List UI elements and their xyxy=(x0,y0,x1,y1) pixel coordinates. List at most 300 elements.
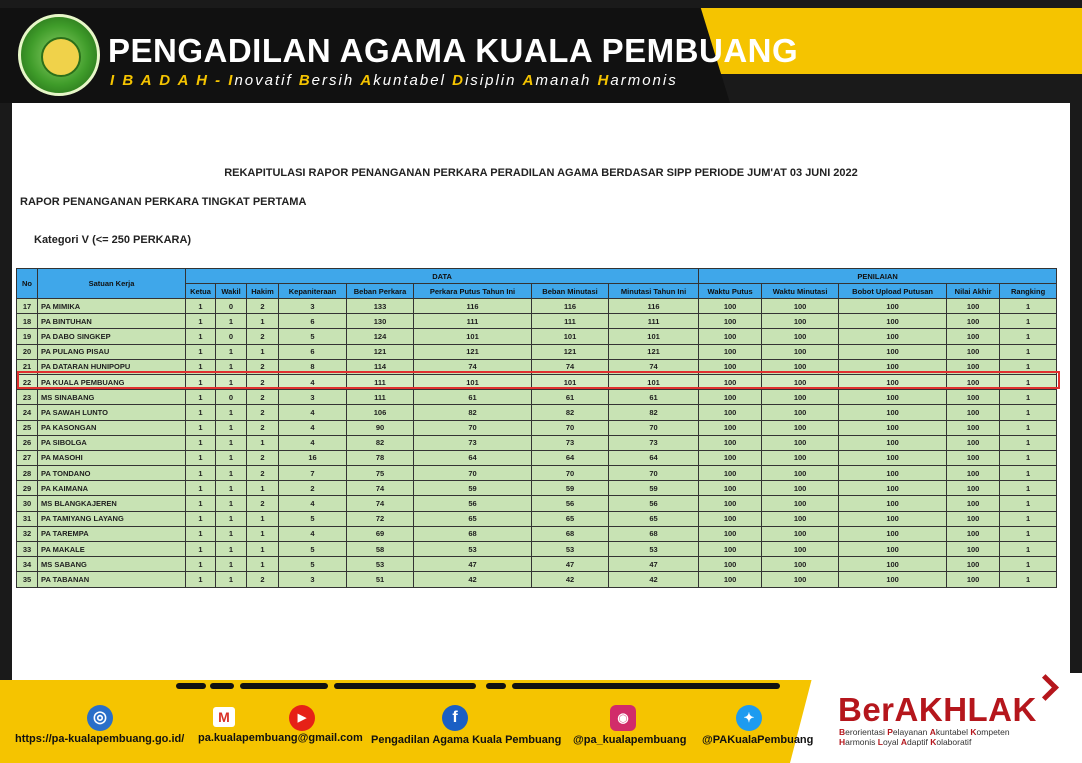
word-initial: H xyxy=(839,737,846,747)
table-cell: 33 xyxy=(17,542,38,557)
word-initial: A xyxy=(929,727,936,737)
table-cell: 74 xyxy=(414,359,532,374)
table-cell: 53 xyxy=(609,542,699,557)
table-cell: 100 xyxy=(762,511,839,526)
table-cell: 100 xyxy=(699,329,762,344)
table-cell: 1 xyxy=(1000,390,1057,405)
table-cell: 100 xyxy=(762,572,839,587)
report-category: Kategori V (<= 250 PERKARA) xyxy=(34,234,192,246)
table-cell: 2 xyxy=(247,405,279,420)
table-cell: 70 xyxy=(609,420,699,435)
table-cell: 8 xyxy=(279,359,347,374)
satuan-kerja-cell: MS BLANGKAJEREN xyxy=(38,496,186,511)
col-header: Wakil xyxy=(216,284,247,299)
table-cell: 1 xyxy=(1000,359,1057,374)
rapor-table xyxy=(16,268,1057,588)
table-cell: 1 xyxy=(247,542,279,557)
table-cell: 100 xyxy=(839,572,947,587)
table-cell: 1 xyxy=(186,572,216,587)
table-cell: 70 xyxy=(532,466,609,481)
table-cell: 100 xyxy=(699,526,762,541)
table-cell: 100 xyxy=(762,359,839,374)
table-cell: 70 xyxy=(609,466,699,481)
table-row xyxy=(17,450,1057,465)
table-cell: 100 xyxy=(699,557,762,572)
satuan-kerja-cell: PA KAIMANA xyxy=(38,481,186,496)
table-cell: 32 xyxy=(17,526,38,541)
table-row xyxy=(17,314,1057,329)
table-cell: 4 xyxy=(279,526,347,541)
table-cell: 100 xyxy=(699,481,762,496)
table-cell: 1 xyxy=(1000,557,1057,572)
table-cell: 0 xyxy=(216,329,247,344)
table-cell: 18 xyxy=(17,314,38,329)
table-cell: 1 xyxy=(247,511,279,526)
table-cell: 121 xyxy=(532,344,609,359)
table-cell: 25 xyxy=(17,420,38,435)
table-cell: 2 xyxy=(279,481,347,496)
table-cell: 100 xyxy=(839,420,947,435)
table-cell: 100 xyxy=(839,374,947,389)
table-cell: 1 xyxy=(1000,450,1057,465)
table-cell: 100 xyxy=(699,359,762,374)
table-cell: 1 xyxy=(216,405,247,420)
table-cell: 100 xyxy=(699,466,762,481)
col-header: Minutasi Tahun Ini xyxy=(609,284,699,299)
table-cell: 1 xyxy=(216,572,247,587)
table-cell: 5 xyxy=(279,511,347,526)
table-cell: 61 xyxy=(532,390,609,405)
word-initial: K xyxy=(970,727,977,737)
table-row xyxy=(17,481,1057,496)
table-cell: 100 xyxy=(699,435,762,450)
word-rest: olaboratif xyxy=(936,737,972,747)
table-cell: 111 xyxy=(532,314,609,329)
table-cell: 64 xyxy=(414,450,532,465)
table-cell: 100 xyxy=(762,314,839,329)
word-rest: erorientasi xyxy=(845,727,888,737)
table-cell: 65 xyxy=(414,511,532,526)
table-cell: 100 xyxy=(839,344,947,359)
table-cell: 100 xyxy=(699,344,762,359)
table-cell: 1 xyxy=(186,405,216,420)
table-cell: 26 xyxy=(17,435,38,450)
col-header: Waktu Minutasi xyxy=(762,284,839,299)
facebook-icon: f xyxy=(442,705,468,731)
word-rest: oyal xyxy=(882,737,901,747)
table-cell: 2 xyxy=(247,359,279,374)
table-cell: 100 xyxy=(947,572,1000,587)
table-cell: 100 xyxy=(947,344,1000,359)
youtube-icon: ▶ xyxy=(289,705,315,731)
table-cell: 1 xyxy=(1000,405,1057,420)
table-cell: 4 xyxy=(279,496,347,511)
table-cell: 3 xyxy=(279,299,347,314)
gmail-icon: M xyxy=(213,707,235,727)
table-cell: 1 xyxy=(186,390,216,405)
table-row xyxy=(17,299,1057,314)
table-cell: 28 xyxy=(17,466,38,481)
table-cell: 100 xyxy=(762,450,839,465)
table-cell: 1 xyxy=(1000,420,1057,435)
berakhlak-values-line-1 xyxy=(839,727,1010,737)
table-cell: 1 xyxy=(186,374,216,389)
table-cell: 1 xyxy=(186,359,216,374)
report-paper xyxy=(12,103,1070,680)
table-cell: 0 xyxy=(216,390,247,405)
table-cell: 1 xyxy=(247,314,279,329)
col-group-data: DATA xyxy=(186,269,699,284)
table-cell: 1 xyxy=(216,481,247,496)
table-cell: 100 xyxy=(762,435,839,450)
footer-website-link[interactable]: https://pa-kualapembuang.go.id/ xyxy=(15,733,185,745)
table-cell: 4 xyxy=(279,405,347,420)
table-cell: 1 xyxy=(186,329,216,344)
table-cell: 2 xyxy=(247,329,279,344)
table-cell: 1 xyxy=(186,314,216,329)
tagline xyxy=(110,72,678,89)
table-cell: 1 xyxy=(216,359,247,374)
table-cell: 121 xyxy=(609,344,699,359)
table-cell: 2 xyxy=(247,572,279,587)
table-cell: 100 xyxy=(762,557,839,572)
table-cell: 100 xyxy=(947,481,1000,496)
table-row xyxy=(17,374,1057,389)
table-cell: 2 xyxy=(247,299,279,314)
table-cell: 59 xyxy=(609,481,699,496)
table-cell: 56 xyxy=(532,496,609,511)
table-cell: 100 xyxy=(839,359,947,374)
word-rest: kuntabel xyxy=(373,72,453,89)
table-cell: 100 xyxy=(839,299,947,314)
table-cell: 64 xyxy=(532,450,609,465)
table-cell: 1 xyxy=(186,557,216,572)
table-cell: 100 xyxy=(839,405,947,420)
table-cell: 5 xyxy=(279,557,347,572)
table-cell: 100 xyxy=(947,526,1000,541)
word-rest: armonis xyxy=(610,72,678,89)
table-cell: 101 xyxy=(414,329,532,344)
col-header: Kepaniteraan xyxy=(279,284,347,299)
table-cell: 101 xyxy=(532,329,609,344)
table-cell: 1 xyxy=(186,344,216,359)
satuan-kerja-cell: PA MAKALE xyxy=(38,542,186,557)
table-row xyxy=(17,557,1057,572)
table-cell: 1 xyxy=(1000,299,1057,314)
table-cell: 53 xyxy=(347,557,414,572)
footer-dash xyxy=(240,683,328,689)
table-cell: 101 xyxy=(609,329,699,344)
table-cell: 124 xyxy=(347,329,414,344)
table-cell: 1 xyxy=(186,299,216,314)
table-cell: 78 xyxy=(347,450,414,465)
table-cell: 100 xyxy=(699,420,762,435)
table-cell: 116 xyxy=(609,299,699,314)
table-cell: 53 xyxy=(532,542,609,557)
berakhlak-values-line-2 xyxy=(839,737,1010,747)
table-cell: 1 xyxy=(216,344,247,359)
table-cell: 100 xyxy=(839,526,947,541)
table-cell: 100 xyxy=(699,496,762,511)
table-cell: 100 xyxy=(839,481,947,496)
table-cell: 100 xyxy=(762,481,839,496)
table-cell: 1 xyxy=(1000,314,1057,329)
table-cell: 82 xyxy=(414,405,532,420)
col-header: Rangking xyxy=(1000,284,1057,299)
table-cell: 111 xyxy=(347,374,414,389)
table-cell: 100 xyxy=(839,390,947,405)
table-cell: 1 xyxy=(1000,344,1057,359)
table-cell: 100 xyxy=(762,420,839,435)
table-cell: 74 xyxy=(609,359,699,374)
table-cell: 6 xyxy=(279,344,347,359)
table-cell: 100 xyxy=(947,329,1000,344)
table-cell: 133 xyxy=(347,299,414,314)
table-cell: 100 xyxy=(762,466,839,481)
word-rest: ompeten xyxy=(976,727,1010,737)
table-cell: 1 xyxy=(186,466,216,481)
table-cell: 100 xyxy=(947,496,1000,511)
table-cell: 24 xyxy=(17,405,38,420)
col-header-no: No xyxy=(17,269,38,299)
table-cell: 111 xyxy=(414,314,532,329)
table-cell: 70 xyxy=(414,466,532,481)
table-cell: 61 xyxy=(609,390,699,405)
twitter-icon: ✦ xyxy=(736,705,762,731)
table-cell: 31 xyxy=(17,511,38,526)
satuan-kerja-cell: PA PULANG PISAU xyxy=(38,344,186,359)
table-cell: 116 xyxy=(532,299,609,314)
table-cell: 100 xyxy=(762,496,839,511)
word-rest: elayanan xyxy=(892,727,930,737)
word-initial: B xyxy=(839,727,846,737)
col-header: Bobot Upload Putusan xyxy=(839,284,947,299)
word-initial: P xyxy=(887,727,893,737)
word-rest: manah xyxy=(535,72,598,89)
table-cell: 53 xyxy=(414,542,532,557)
table-cell: 100 xyxy=(947,390,1000,405)
table-cell: 1 xyxy=(247,435,279,450)
table-cell: 19 xyxy=(17,329,38,344)
satuan-kerja-cell: PA SIBOLGA xyxy=(38,435,186,450)
report-main-title: REKAPITULASI RAPOR PENANGANAN PERKARA PERADILAN AGAMA BERDASAR SIPP PERIODE JUM'AT 03 JUNI 2022 xyxy=(224,167,858,179)
word-rest: kuntabel xyxy=(935,727,971,737)
table-cell: 68 xyxy=(609,526,699,541)
table-cell: 65 xyxy=(609,511,699,526)
table-cell: 100 xyxy=(762,390,839,405)
table-cell: 73 xyxy=(609,435,699,450)
table-cell: 1 xyxy=(186,450,216,465)
satuan-kerja-cell: PA KASONGAN xyxy=(38,420,186,435)
table-cell: 130 xyxy=(347,314,414,329)
table-cell: 100 xyxy=(947,359,1000,374)
footer-dash xyxy=(176,683,206,689)
satuan-kerja-cell: PA MIMIKA xyxy=(38,299,186,314)
table-cell: 34 xyxy=(17,557,38,572)
header xyxy=(0,0,1082,103)
col-header-satuan-kerja: Satuan Kerja xyxy=(38,269,186,299)
col-header: Perkara Putus Tahun Ini xyxy=(414,284,532,299)
table-cell: 3 xyxy=(279,572,347,587)
table-cell: 61 xyxy=(414,390,532,405)
table-row xyxy=(17,572,1057,587)
footer-youtube-facebook-link[interactable]: Pengadilan Agama Kuala Pembuang xyxy=(371,734,562,746)
table-cell: 2 xyxy=(247,390,279,405)
table-row xyxy=(17,466,1057,481)
table-cell: 72 xyxy=(347,511,414,526)
word-initial: H xyxy=(597,72,611,89)
table-cell: 100 xyxy=(947,420,1000,435)
table-cell: 100 xyxy=(947,435,1000,450)
col-header: Waktu Putus xyxy=(699,284,762,299)
table-cell: 17 xyxy=(17,299,38,314)
table-cell: 47 xyxy=(532,557,609,572)
table-cell: 7 xyxy=(279,466,347,481)
table-cell: 90 xyxy=(347,420,414,435)
satuan-kerja-cell: PA TAREMPA xyxy=(38,526,186,541)
table-cell: 73 xyxy=(414,435,532,450)
table-cell: 101 xyxy=(414,374,532,389)
word-rest: novatif xyxy=(234,72,299,89)
word-initial: A xyxy=(900,737,908,747)
table-cell: 100 xyxy=(839,450,947,465)
satuan-kerja-cell: PA SAWAH LUNTO xyxy=(38,405,186,420)
word-initial: I xyxy=(228,72,235,89)
table-row xyxy=(17,511,1057,526)
table-cell: 0 xyxy=(216,299,247,314)
table-cell: 4 xyxy=(279,420,347,435)
table-cell: 56 xyxy=(414,496,532,511)
table-cell: 1 xyxy=(216,435,247,450)
table-cell: 1 xyxy=(186,526,216,541)
table-cell: 100 xyxy=(947,542,1000,557)
table-cell: 101 xyxy=(532,374,609,389)
table-row xyxy=(17,542,1057,557)
table-cell: 1 xyxy=(216,466,247,481)
table-cell: 75 xyxy=(347,466,414,481)
word-initial: K xyxy=(930,737,937,747)
logo-emblem-icon xyxy=(41,37,81,77)
table-cell: 1 xyxy=(186,435,216,450)
table-cell: 1 xyxy=(1000,435,1057,450)
table-cell: 100 xyxy=(699,374,762,389)
word-initial: L xyxy=(877,737,883,747)
table-cell: 70 xyxy=(414,420,532,435)
table-cell: 2 xyxy=(247,420,279,435)
table-cell: 1 xyxy=(1000,542,1057,557)
table-cell: 1 xyxy=(216,496,247,511)
table-cell: 2 xyxy=(247,450,279,465)
footer-dash xyxy=(486,683,506,689)
table-cell: 100 xyxy=(699,390,762,405)
table-cell: 42 xyxy=(609,572,699,587)
word-rest: isiplin xyxy=(464,72,523,89)
table-cell: 1 xyxy=(1000,511,1057,526)
table-cell: 100 xyxy=(699,314,762,329)
col-header: Nilai Akhir xyxy=(947,284,1000,299)
table-cell: 1 xyxy=(1000,481,1057,496)
table-cell: 100 xyxy=(762,542,839,557)
satuan-kerja-cell: MS SABANG xyxy=(38,557,186,572)
table-cell: 111 xyxy=(347,390,414,405)
table-cell: 100 xyxy=(762,374,839,389)
table-row xyxy=(17,344,1057,359)
satuan-kerja-cell: PA DATARAN HUNIPOPU xyxy=(38,359,186,374)
table-cell: 1 xyxy=(216,511,247,526)
table-cell: 1 xyxy=(216,526,247,541)
table-cell: 100 xyxy=(839,496,947,511)
table-cell: 100 xyxy=(839,329,947,344)
table-cell: 74 xyxy=(532,359,609,374)
table-cell: 27 xyxy=(17,450,38,465)
table-cell: 5 xyxy=(279,542,347,557)
word-rest: ersih xyxy=(311,72,361,89)
table-cell: 121 xyxy=(347,344,414,359)
table-cell: 82 xyxy=(532,405,609,420)
table-cell: 1 xyxy=(216,450,247,465)
table-cell: 100 xyxy=(699,511,762,526)
word-initial: D xyxy=(452,72,465,89)
instagram-icon: ◉ xyxy=(610,705,636,731)
table-cell: 100 xyxy=(699,405,762,420)
footer-email-link[interactable]: pa.kualapembuang@gmail.com xyxy=(198,732,363,744)
table-cell: 100 xyxy=(762,405,839,420)
table-cell: 100 xyxy=(947,374,1000,389)
table-cell: 100 xyxy=(762,299,839,314)
footer-twitter-link[interactable]: @PAKualaPembuang xyxy=(702,734,814,746)
footer-dash xyxy=(512,683,780,689)
table-cell: 1 xyxy=(247,344,279,359)
table-row xyxy=(17,435,1057,450)
table-cell: 68 xyxy=(414,526,532,541)
table-cell: 100 xyxy=(947,466,1000,481)
satuan-kerja-cell: PA MASOHI xyxy=(38,450,186,465)
footer-instagram-link[interactable]: @pa_kualapembuang xyxy=(573,734,687,746)
table-cell: 42 xyxy=(532,572,609,587)
table-cell: 100 xyxy=(699,542,762,557)
table-body xyxy=(17,299,1057,588)
table-cell: 64 xyxy=(609,450,699,465)
table-cell: 100 xyxy=(947,405,1000,420)
table-cell: 1 xyxy=(1000,374,1057,389)
table-cell: 100 xyxy=(699,299,762,314)
satuan-kerja-cell: PA TAMIYANG LAYANG xyxy=(38,511,186,526)
table-cell: 6 xyxy=(279,314,347,329)
table-cell: 65 xyxy=(532,511,609,526)
table-cell: 59 xyxy=(532,481,609,496)
table-cell: 1 xyxy=(186,420,216,435)
table-cell: 1 xyxy=(186,481,216,496)
table-cell: 68 xyxy=(532,526,609,541)
word-initial: B xyxy=(298,72,312,89)
table-cell: 2 xyxy=(247,496,279,511)
col-header: Hakim xyxy=(247,284,279,299)
footer-dash xyxy=(334,683,476,689)
table-cell: 70 xyxy=(532,420,609,435)
table-cell: 100 xyxy=(699,572,762,587)
satuan-kerja-cell: PA BINTUHAN xyxy=(38,314,186,329)
satuan-kerja-cell: MS SINABANG xyxy=(38,390,186,405)
table-cell: 100 xyxy=(762,344,839,359)
table-cell: 106 xyxy=(347,405,414,420)
table-cell: 1 xyxy=(247,557,279,572)
col-header: Beban Perkara xyxy=(347,284,414,299)
table-cell: 116 xyxy=(414,299,532,314)
satuan-kerja-cell: PA KUALA PEMBUANG xyxy=(38,374,186,389)
table-cell: 1 xyxy=(216,557,247,572)
page-title: PENGADILAN AGAMA KUALA PEMBUANG xyxy=(108,32,799,69)
satuan-kerja-cell: PA DABO SINGKEP xyxy=(38,329,186,344)
